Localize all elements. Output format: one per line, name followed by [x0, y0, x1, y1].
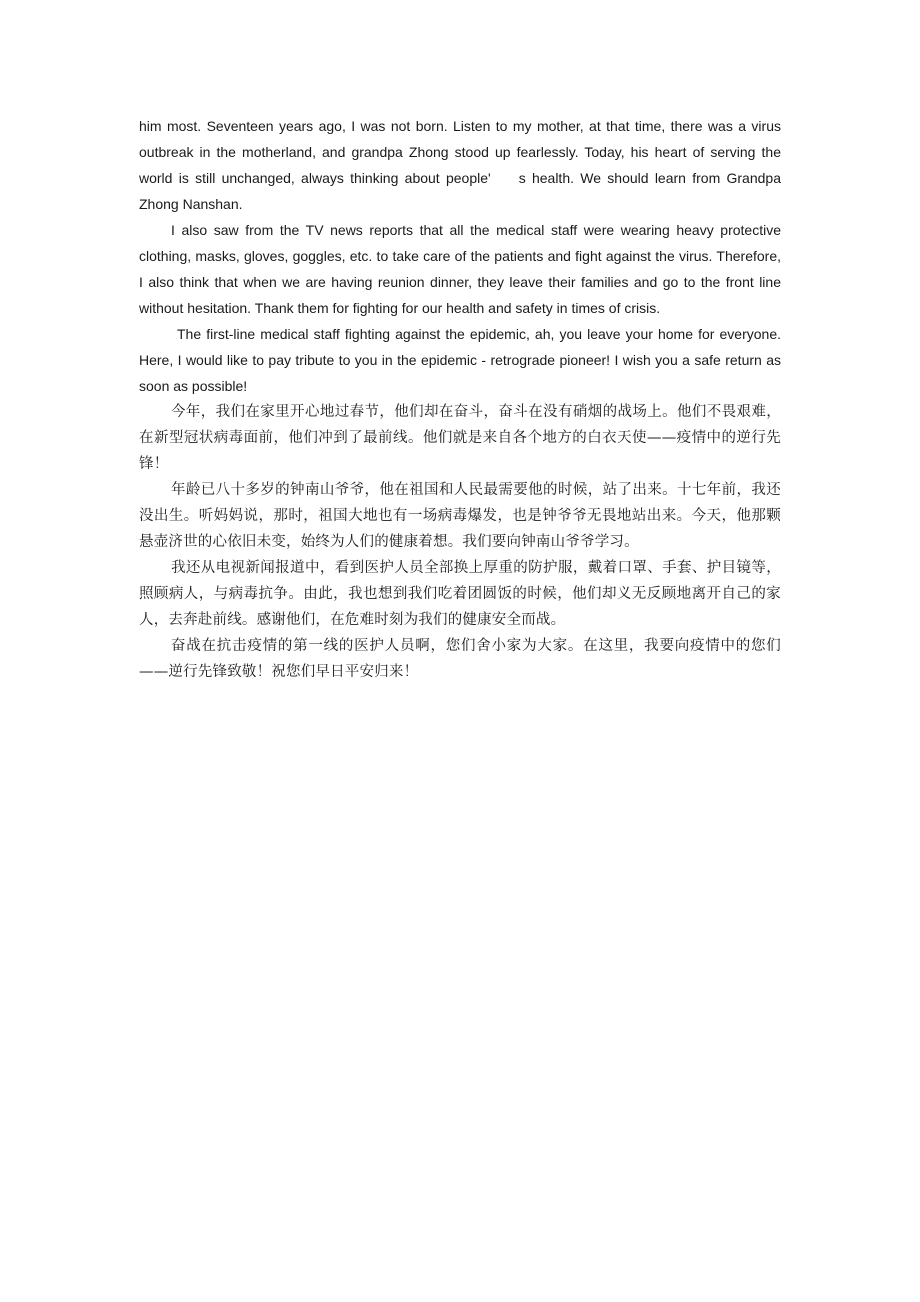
english-paragraph-1-text-a: him most. Seventeen years ago, I was not born. Listen to my mother, at that time, there was a virus outbreak in the motherland, and grandpa Zhong stood up fearlessly. Today, his heart of serving the world is still unchanged, always thinking about people' [139, 118, 781, 186]
chinese-paragraph-3: 我还从电视新闻报道中，看到医护人员全部换上厚重的防护服，戴着口罩、手套、护目镜等，照顾病人，与病毒抗争。由此，我也想到我们吃着团圆饭的时候，他们却义无反顾地离开自己的家人，去奔赴前线。感谢他们，在危难时刻为我们的健康安全而战。 [139, 560, 781, 628]
chinese-paragraph-4: 奋战在抗击疫情的第一线的医护人员啊，您们舍小家为大家。在这里，我要向疫情中的您们——逆行先锋致敬！祝您们早日平安归来！ [139, 638, 781, 680]
english-paragraph-1 [139, 113, 781, 217]
english-paragraph-1-text-b: s health. We should learn from Grandpa Zhong Nanshan. [139, 170, 781, 212]
essay-body [139, 113, 781, 685]
english-paragraph-2: I also saw from the TV news reports that all the medical staff were wearing heavy protective clothing, masks, gloves, goggles, etc. to take care of the patients and fight against the virus. Therefore, I also think that when we are having reunion dinner, they leave their families and go to the front line without hesitation. Thank them for fighting for our health and safety in times of crisis. [139, 222, 781, 316]
chinese-paragraph-1: 今年，我们在家里开心地过春节，他们却在奋斗，奋斗在没有硝烟的战场上。他们不畏艰难，在新型冠状病毒面前，他们冲到了最前线。他们就是来自各个地方的白衣天使——疫情中的逆行先锋！ [139, 404, 781, 472]
chinese-paragraph-2: 年龄已八十多岁的钟南山爷爷，他在祖国和人民最需要他的时候，站了出来。十七年前，我还没出生。听妈妈说，那时，祖国大地也有一场病毒爆发，也是钟爷爷无畏地站出来。今天，他那颗悬壶济世的心依旧未变，始终为人们的健康着想。我们要向钟南山爷爷学习。 [139, 482, 781, 550]
english-paragraph-3: The first-line medical staff fighting against the epidemic, ah, you leave your home for everyone. Here, I would like to pay tribute to you in the epidemic - retrograde pioneer! I wish you a safe return as soon as possible! [139, 326, 781, 394]
